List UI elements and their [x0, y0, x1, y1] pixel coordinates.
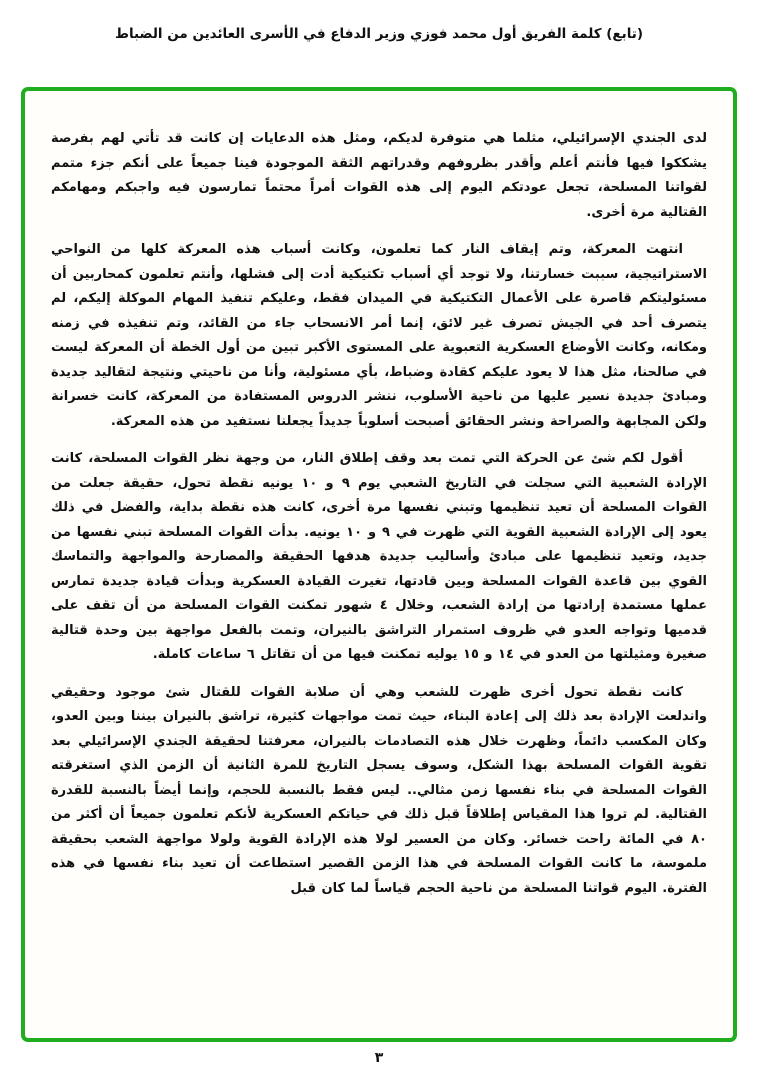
paragraph-1: لدى الجندي الإسرائيلي، مثلما هي متوفرة لديكم، ومثل هذه الدعايات إن كانت قد تأتي لهم بفرصة يشككوا فيها فأنتم أعلم وأقدر بظروفهم وقدراتهم الثقة الموجودة فينا جميعاً على أنكم جزء متمم لقواتنا المسلحة، تجعل عودتكم اليوم إلى هذه القوات أمراً محتماً تمارسون فيه واجبكم ومهامكم القتالية مرة أخرى. — [51, 131, 707, 220]
page-title: (تابع) كلمة الفريق أول محمد فوزي وزير الدفاع في الأسرى العائدين من الضباط — [114, 26, 644, 42]
paragraph-2: انتهت المعركة، وتم إيقاف النار كما تعلمون، وكانت أسباب هذه المعركة كلها من النواحي الاستراتيجية، سببت خسارتنا، ولا توجد أي أسباب تكتيكية أدت إلى فشلها، وأنتم تعلمون كمحاربين أن مسئوليتكم قاصرة على الأعمال التكتيكية في الميدان فقط، وعليكم تنفيذ المهام الموكلة إليكم، لم يتصرف أحد في الجيش تصرف غير لائق، إنما أمر الانسحاب جاء من القائد، وتم تنفيذه في زمنه ومكانه، وكانت الأوضاع العسكرية التعبوية على المستوى الأكبر تبين من أول الخطة أن المعركة ليست في صالحنا، مثل هذا لا يعود عليكم كقادة وضباط، بأي مسئولية، وأنا من ناحيتي ونتيجة لتقاليد جديدة ومبادئ جديدة نسير عليها من ناحية الأسلوب، ننشر الدروس المستفادة من المعركة، كانت خسرانة ولكن المجابهة والصراحة ونشر الحقائق أصبحت أسلوباً جديداً يجعلنا نستفيد من هذه المعركة. — [51, 242, 707, 429]
paragraph-4: كانت نقطة تحول أخرى ظهرت للشعب وهي أن صلابة القوات للقتال شئ موجود وحقيقي واندلعت الإرادة بعد ذلك إلى إعادة البناء، حيث تمت مواجهات كثيرة، تراشق بالنيران بيننا وبين العدو، وكان المكسب دائماً، وظهرت خلال هذه التصادمات بالنيران، معرفتنا لحقيقة الجندي الإسرائيلي بعد تقوية القوات المسلحة بهذا الشكل، وسوف يسجل التاريخ للمرة الثانية أن الزمن الذي استغرقته القوات المسلحة في بناء نفسها زمن مثالي.. ليس فقط بالنسبة للحجم، وإنما أيضاً بالنسبة للقدرة القتالية. لم تروا هذا المقياس إطلاقاً قبل ذلك في حياتكم العسكرية لأنكم تعلمون جميعاً أن أكثر من ٨٠ في المائة راحت خسائر. وكان من العسير لولا هذه الإرادة القوية ولولا مواجهة الشعب بحقيقة ملموسة، ما كانت القوات المسلحة في هذا الزمن القصير استطاعت أن تعيد بناء نفسها في هذه الفترة. اليوم قواتنا المسلحة من ناحية الحجم قياساً لما كان قبل — [51, 684, 707, 896]
page-number: ٣ — [374, 1050, 384, 1066]
document-body — [51, 127, 707, 901]
paragraph-3: أقول لكم شئ عن الحركة التي تمت بعد وقف إطلاق النار، من وجهة نظر القوات المسلحة، كانت الإرادة الشعبية التي سجلت في التاريخ الشعبي يوم ٩ و ١٠ يونيه نقطة تحول، حقيقة جعلت من القوات المسلحة أن تعيد تنظيمها وتبني نفسها مرة أخرى، كانت هذه نقطة بداية، والفضل في ذلك يعود إلى الإرادة الشعبية القوية التي ظهرت في ٩ و ١٠ يونيه. بدأت القوات المسلحة تبني نفسها من جديد، وتعيد تنظيمها على مبادئ وأساليب جديدة هدفها الحقيقة والمصارحة والمواجهة والتماسك القوي بين قاعدة القوات المسلحة وبين قادتها، تغيرت القيادة العسكرية وبدأت قيادة جديدة تمارس عملها مستمدة إرادتها من إرادة الشعب، وخلال ٤ شهور تمكنت القوات المسلحة من أن تقف على قدميها وتواجه العدو في ظروف استمرار التراشق بالنيران، وتمت بالفعل مواجهة بين وحدة قتالية صغيرة ومثيلتها من العدو في ١٤ و ١٥ يوليه تمكنت فيها من أن تقاتل ٦ ساعات كاملة. — [51, 451, 708, 662]
green-border-frame — [21, 87, 737, 1042]
